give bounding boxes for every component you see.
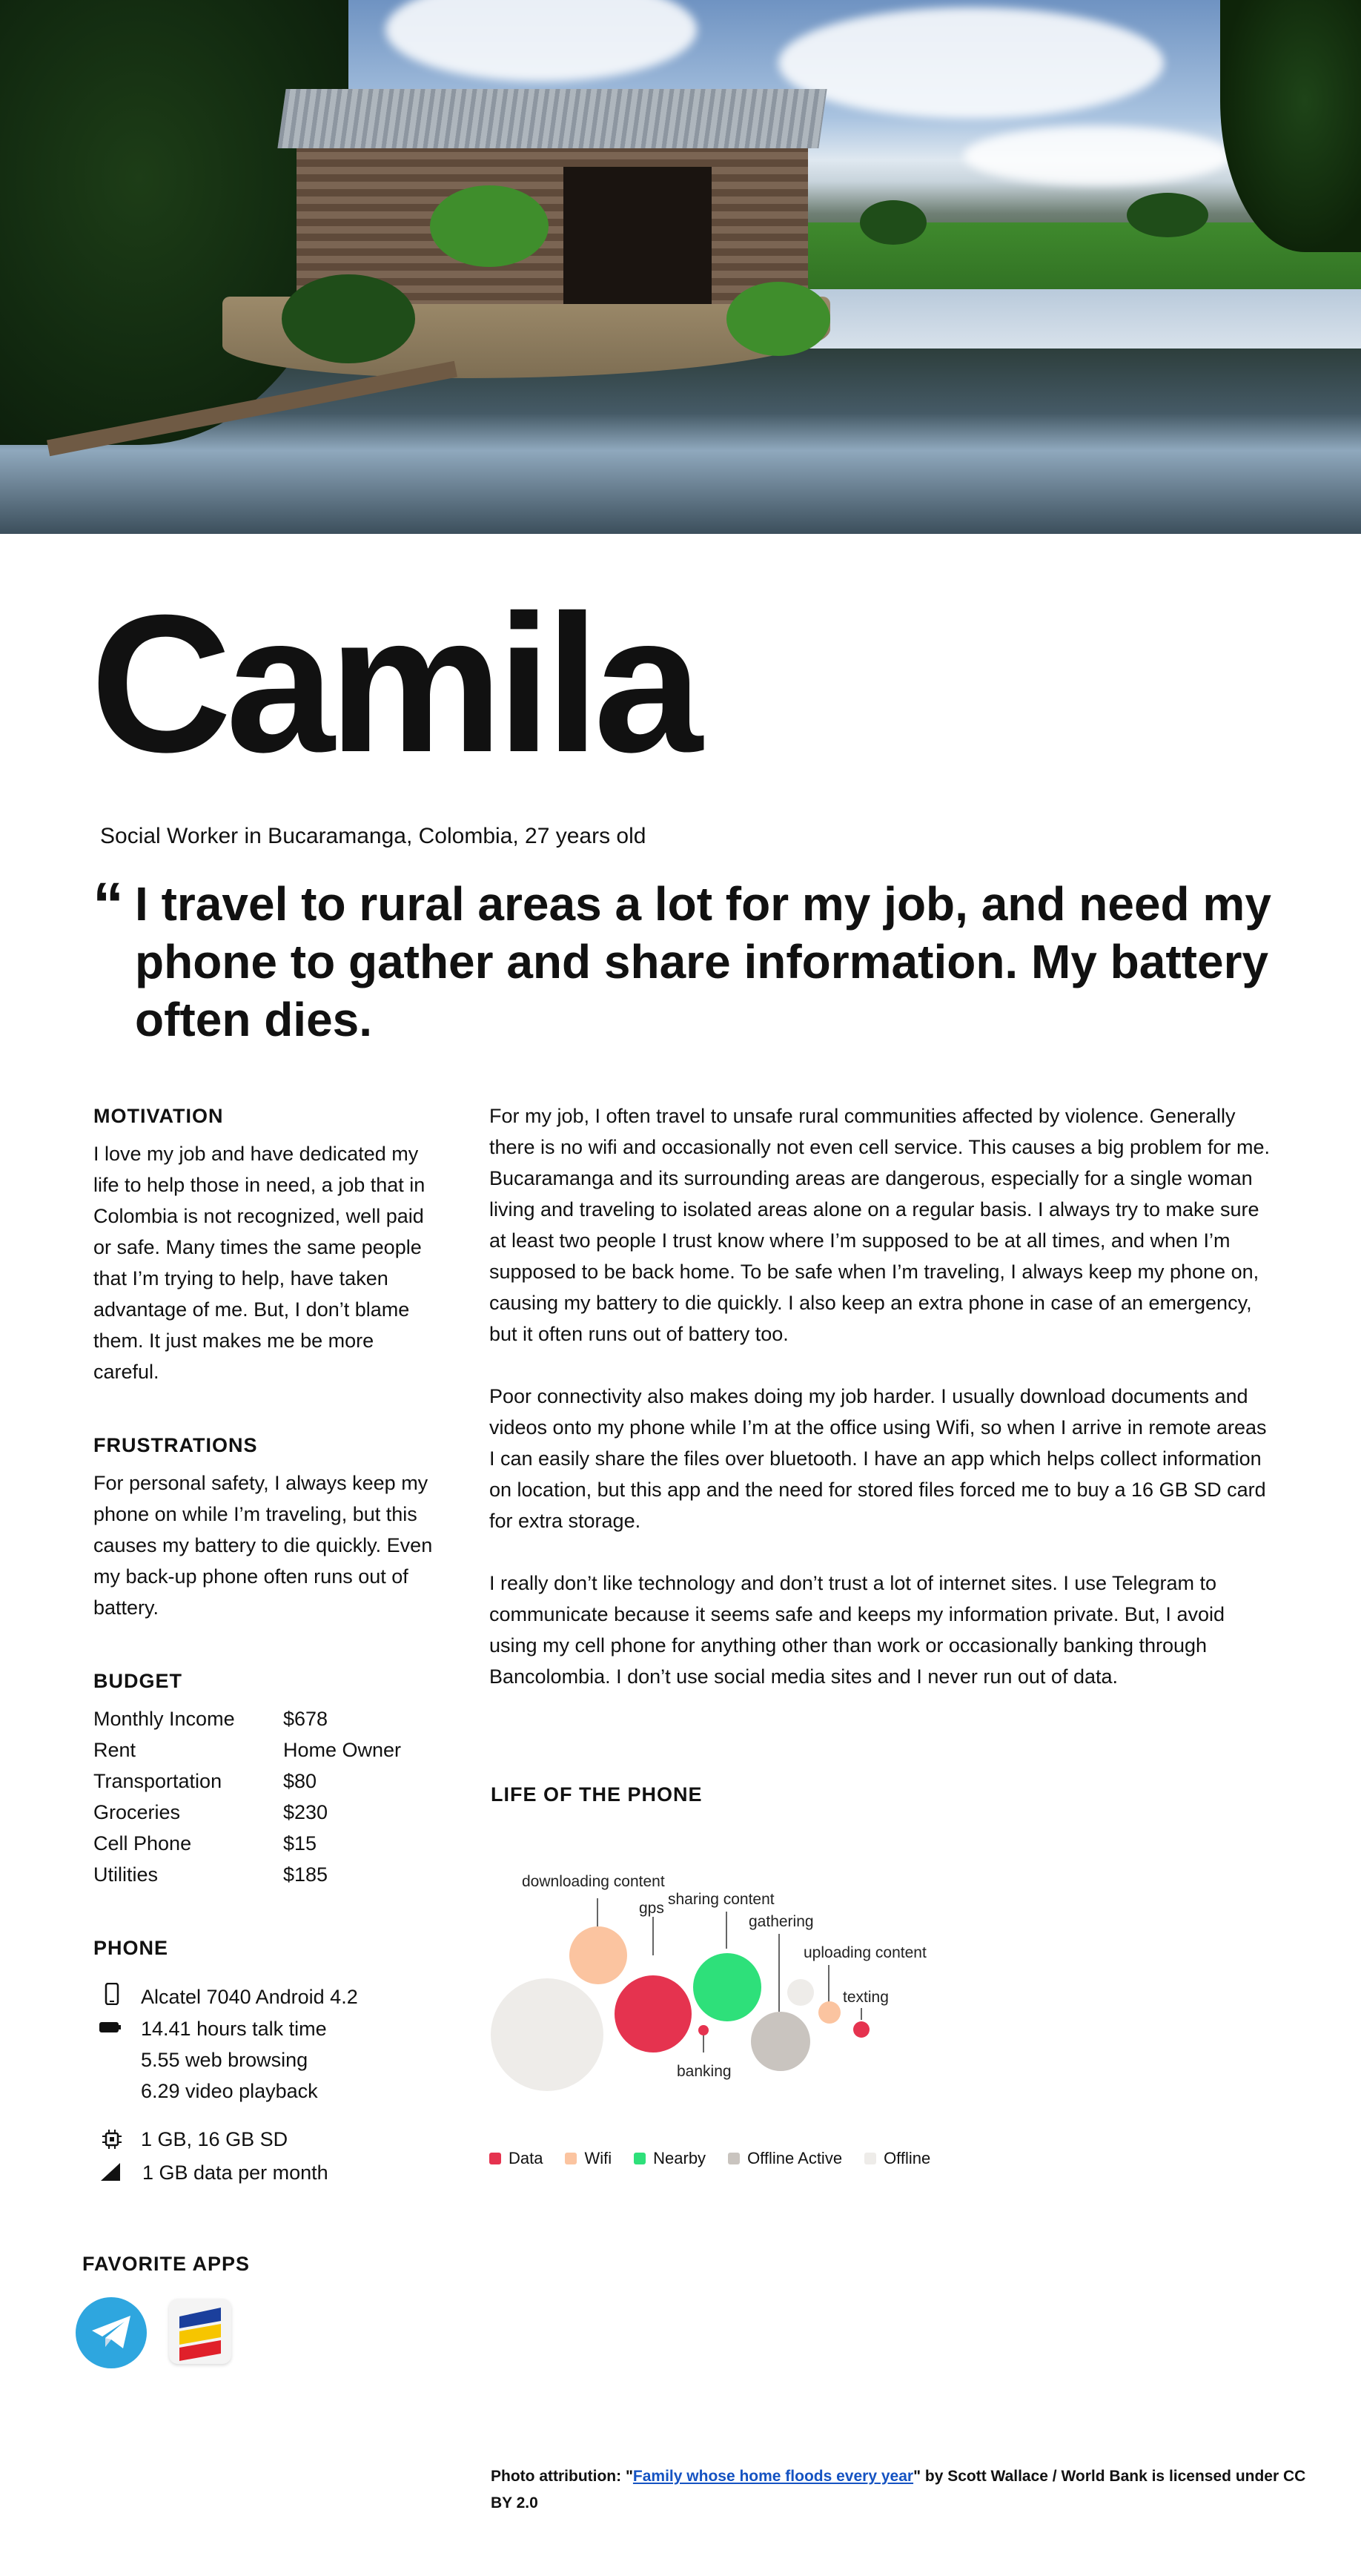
label-banking: banking bbox=[677, 2063, 732, 2080]
legend-swatch bbox=[565, 2153, 577, 2164]
attribution-link[interactable]: Family whose home floods every year bbox=[632, 2468, 914, 2485]
phone-title: PHONE bbox=[93, 1937, 169, 1959]
phone-model: Alcatel 7040 Android 4.2 bbox=[141, 1986, 358, 2008]
apps-title: FAVORITE APPS bbox=[82, 2253, 251, 2275]
budget-label: Cell Phone bbox=[93, 1832, 192, 1855]
attribution-prefix: Photo attribution: " bbox=[491, 2468, 633, 2485]
bubble-data-small bbox=[853, 2021, 870, 2038]
phone-storage: 1 GB, 16 GB SD bbox=[141, 2128, 288, 2150]
label-sharing-content: sharing content bbox=[668, 1891, 775, 1908]
legend-item bbox=[864, 2149, 930, 2168]
legend-label: Offline Active bbox=[747, 2149, 843, 2167]
motivation-title: MOTIVATION bbox=[93, 1105, 224, 1127]
hero-photo bbox=[0, 0, 1361, 534]
bubble-offline bbox=[491, 1978, 603, 2091]
frustrations-text: For personal safety, I always keep my phone on while I’m traveling, but this causes my battery to die quickly. Even my back-up phone often runs out of battery. bbox=[93, 1472, 433, 1619]
budget-value: $80 bbox=[283, 1770, 317, 1792]
budget-value: $230 bbox=[283, 1801, 328, 1823]
story-paragraph-3: I really don’t like technology and don’t trust a lot of internet sites. I use Telegram to communicate because it seems safe and keeps my information private. But, I avoid using my cell phone for anything other than work or occasionally banking through Bancolombia. I don’t use social media sites and I never run out of data. bbox=[489, 1572, 1225, 1688]
budget-value: $678 bbox=[283, 1708, 328, 1730]
legend-item bbox=[728, 2149, 842, 2168]
signal-icon bbox=[99, 2161, 122, 2183]
bubble-gps bbox=[615, 1975, 692, 2052]
legend-label: Wifi bbox=[584, 2149, 612, 2167]
persona-name: Camila bbox=[90, 574, 697, 793]
phone-data: 1 GB data per month bbox=[142, 2161, 328, 2184]
phone-icon bbox=[101, 1983, 123, 2005]
frustrations-title: FRUSTRATIONS bbox=[93, 1434, 258, 1456]
battery-line: 5.55 web browsing bbox=[141, 2049, 308, 2071]
legend-item bbox=[489, 2149, 543, 2168]
label-downloading-content: downloading content bbox=[522, 1873, 665, 1890]
battery-line: 6.29 video playback bbox=[141, 2080, 318, 2102]
budget-value: $15 bbox=[283, 1832, 317, 1855]
chip-icon bbox=[101, 2128, 123, 2150]
legend-swatch bbox=[728, 2153, 740, 2164]
legend-swatch bbox=[864, 2153, 876, 2164]
legend-label: Offline bbox=[884, 2149, 931, 2167]
attribution-suffix: " by Scott Wallace / World Bank is licensed under CC BY 2.0 bbox=[491, 2468, 1306, 2511]
label-texting: texting bbox=[843, 1989, 889, 2006]
bancolombia-icon[interactable] bbox=[169, 2299, 231, 2364]
legend-label: Nearby bbox=[653, 2149, 706, 2167]
legend-item bbox=[565, 2149, 612, 2168]
budget-value: $185 bbox=[283, 1863, 328, 1886]
motivation-text: I love my job and have dedicated my life to help those in need, a job that in Colombia is not recognized, well paid or safe. Many times the same people that I’m trying to help, have taken advantage of me. But, I don’t blame them. It just makes me be more careful. bbox=[93, 1143, 425, 1383]
budget-label: Rent bbox=[93, 1739, 136, 1761]
budget-label: Monthly Income bbox=[93, 1708, 235, 1730]
legend-swatch bbox=[489, 2153, 501, 2164]
bubble-banking bbox=[698, 2025, 709, 2035]
budget-label: Utilities bbox=[93, 1863, 159, 1886]
life-of-phone-chart bbox=[474, 1854, 1038, 2165]
chart-title: LIFE OF THE PHONE bbox=[491, 1783, 703, 1806]
battery-icon bbox=[99, 2016, 122, 2038]
bubble-uploading-content bbox=[787, 1979, 814, 2006]
budget-title: BUDGET bbox=[93, 1670, 182, 1692]
bubble-gathering bbox=[751, 2012, 810, 2071]
story-paragraph-2: Poor connectivity also makes doing my job harder. I usually download documents and videos onto my phone while I’m at the office using Wifi, so when I arrive in remote areas I can easily share the files over bluetooth. I have an app which helps collect information on location, but this app and the need for stored files forced me to buy a 16 GB SD card for extra storage. bbox=[489, 1385, 1267, 1532]
quote-mark: “ bbox=[93, 870, 124, 939]
budget-value: Home Owner bbox=[283, 1739, 402, 1761]
budget-label: Groceries bbox=[93, 1801, 181, 1823]
legend-item bbox=[634, 2149, 706, 2168]
photo-attribution bbox=[491, 2463, 1306, 2517]
label-uploading-content: uploading content bbox=[804, 1944, 927, 1961]
telegram-icon[interactable] bbox=[76, 2297, 147, 2368]
story-paragraph-1: For my job, I often travel to unsafe rural communities affected by violence. Generally there is no wifi and occasionally not even cell service. This causes a big problem for me. Bucaramanga and its surrounding areas are dangerous, especially for a single woman living and traveling to isolated areas alone on a regular basis. I always try to make sure at least two people I trust know where I’m supposed to be at all times, and when I’m supposed to be back home. To be safe when I’m traveling, I always keep my phone on, causing my battery to die quickly. I also keep an extra phone in case of an emergency, but it often runs out of battery too. bbox=[489, 1105, 1271, 1345]
battery-line: 14.41 hours talk time bbox=[141, 2018, 327, 2040]
bubble-sharing-content bbox=[693, 1953, 761, 2021]
persona-subtitle: Social Worker in Bucaramanga, Colombia, 27 years old bbox=[100, 824, 646, 848]
bubble-downloading-content bbox=[569, 1926, 627, 1984]
bubble-texting bbox=[818, 2001, 841, 2024]
label-gathering: gathering bbox=[749, 1913, 814, 1930]
chart-legend bbox=[489, 2149, 930, 2168]
legend-swatch bbox=[634, 2153, 646, 2164]
budget-label: Transportation bbox=[93, 1770, 222, 1792]
label-gps: gps bbox=[639, 1900, 664, 1917]
legend-label: Data bbox=[509, 2149, 543, 2167]
persona-quote: I travel to rural areas a lot for my job, and need my phone to gather and share information. My battery often dies. bbox=[135, 877, 1271, 1046]
